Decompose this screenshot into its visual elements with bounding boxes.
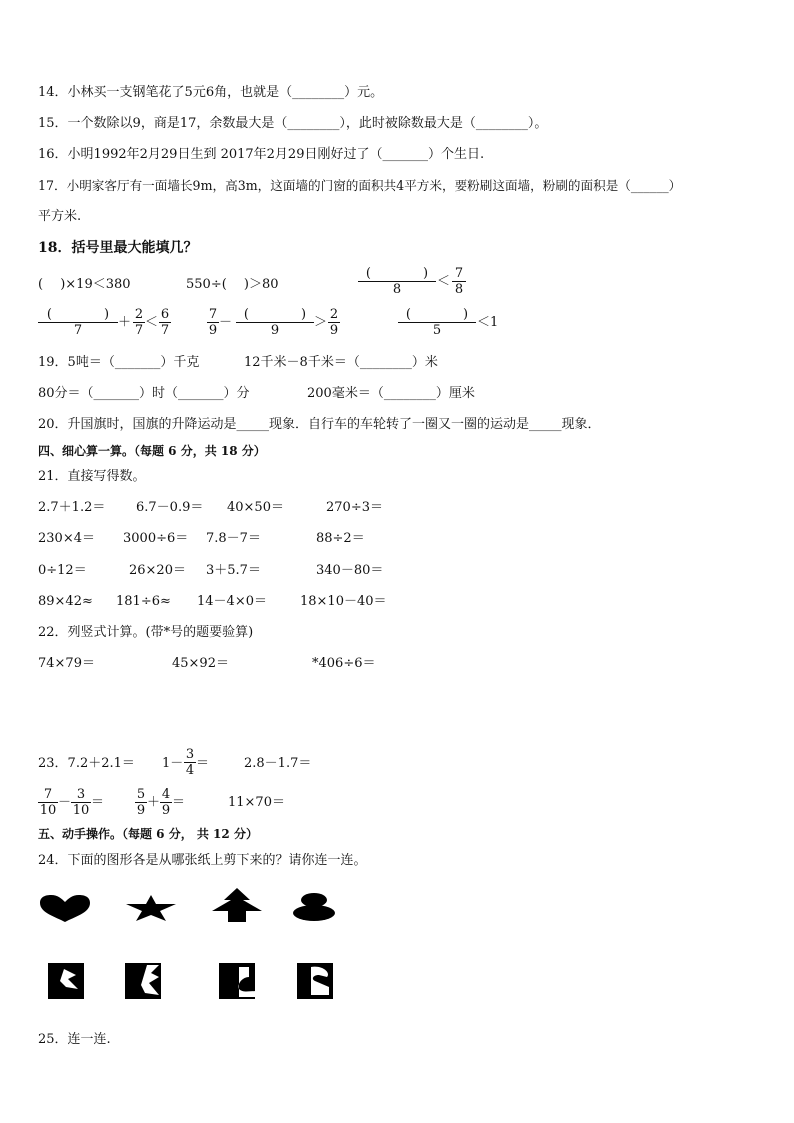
question-25: 25．连一连. bbox=[38, 1032, 111, 1047]
q18-d-plus: ＋ bbox=[118, 315, 132, 330]
q18-f-denominator: 5 bbox=[432, 323, 442, 338]
q18-c-right-denominator: 8 bbox=[454, 282, 464, 297]
q18-e-right-denominator: 9 bbox=[329, 323, 339, 338]
q18-item-d-fraction bbox=[38, 307, 118, 338]
q23-d-denominator-2: 10 bbox=[72, 803, 90, 818]
q23-d-fraction-2 bbox=[71, 787, 91, 818]
section-4-heading: 四、细心算一算。（每题 6 分，共 18 分） bbox=[38, 444, 266, 458]
q18-item-e-fraction bbox=[236, 307, 314, 338]
q18-e-greater: ＞ bbox=[314, 315, 328, 330]
q21-r2-c4: 88÷2＝ bbox=[316, 531, 365, 546]
cutout-square-1 bbox=[48, 963, 84, 999]
q23-d-denominator-1: 10 bbox=[39, 803, 57, 818]
q18-d-denominator: 7 bbox=[73, 323, 83, 338]
q18-d-addend-numerator: 2 bbox=[134, 307, 144, 322]
q18-e-right bbox=[328, 307, 340, 338]
q18-c-operator: ＜ bbox=[437, 274, 451, 289]
cloud-icon bbox=[292, 892, 336, 922]
section-5-heading: 五、动手操作。（每题 6 分， 共 12 分） bbox=[38, 827, 258, 841]
cutout-square-3 bbox=[219, 963, 255, 999]
q21-r1-c3: 40×50＝ bbox=[227, 500, 284, 515]
q23-item-f: 11×70＝ bbox=[228, 795, 285, 810]
q21-r4-c1: 89×42≈ bbox=[38, 594, 93, 609]
q18-e-left-numerator: 7 bbox=[208, 307, 218, 322]
question-21-title: 21．直接写得数。 bbox=[38, 469, 146, 484]
question-20: 20．升国旗时，国旗的升降运动是_____现象．自行车的车轮转了一圈又一圈的运动是_____现象． bbox=[38, 417, 601, 432]
q18-d-right-numerator: 6 bbox=[160, 307, 170, 322]
q18-e-denominator: 9 bbox=[270, 323, 280, 338]
q23-b-fraction bbox=[184, 747, 196, 778]
question-16: 16．小明1992年2月29日生到 2017年2月29日刚好过了（_______）个生日. bbox=[38, 147, 485, 162]
question-22-title: 22．列竖式计算。(带*号的题要验算) bbox=[38, 625, 254, 640]
q21-r3-c3: 3＋5.7＝ bbox=[206, 563, 261, 578]
q21-r1-c4: 270÷3＝ bbox=[326, 500, 383, 515]
q23-d-minus: － bbox=[58, 795, 72, 810]
q21-r3-c4: 340－80＝ bbox=[316, 563, 384, 578]
q21-r1-c2: 6.7－0.9＝ bbox=[136, 500, 204, 515]
q23-e-numerator-2: 4 bbox=[161, 787, 171, 802]
question-24: 24．下面的图形各是从哪张纸上剪下来的？请你连一连。 bbox=[38, 853, 367, 868]
q18-c-denominator: 8 bbox=[392, 282, 402, 297]
q18-e-left-denominator: 9 bbox=[208, 323, 218, 338]
q23-e-numerator-1: 5 bbox=[136, 787, 146, 802]
q23-e-fraction-2 bbox=[160, 787, 172, 818]
q19-item-a: 19．5吨＝（_______）千克 bbox=[38, 355, 200, 370]
q21-r4-c3: 14－4×0＝ bbox=[197, 594, 267, 609]
q22-item-3: *406÷6＝ bbox=[312, 656, 376, 671]
q18-c-right-numerator: 7 bbox=[454, 266, 464, 281]
q21-r3-c2: 26×20＝ bbox=[129, 563, 186, 578]
q23-d-equals: ＝ bbox=[91, 795, 105, 810]
q18-item-f-fraction bbox=[398, 307, 476, 338]
q18-d-numerator: ( ) bbox=[46, 307, 110, 322]
q18-f-less-than-one: ＜1 bbox=[477, 315, 499, 330]
q23-e-denominator-1: 9 bbox=[136, 803, 146, 818]
q23-d-fraction-1 bbox=[38, 787, 58, 818]
q23-e-denominator-2: 9 bbox=[161, 803, 171, 818]
q21-r1-c1: 2.7＋1.2＝ bbox=[38, 500, 106, 515]
question-17-line2: 平方米. bbox=[38, 209, 82, 224]
q18-f-numerator: ( ) bbox=[405, 307, 469, 322]
arrow-up-icon bbox=[210, 887, 264, 923]
q23-b-prefix: 1－ bbox=[162, 756, 184, 771]
q22-item-2: 45×92＝ bbox=[172, 656, 229, 671]
q18-c-numerator: ( ) bbox=[365, 266, 429, 281]
q18-e-right-numerator: 2 bbox=[329, 307, 339, 322]
q18-item-b: 550÷( )＞80 bbox=[186, 277, 279, 292]
q23-d-numerator-1: 7 bbox=[43, 787, 53, 802]
q23-b-numerator: 3 bbox=[185, 747, 195, 762]
q19-item-d: 200毫米＝（________）厘米 bbox=[307, 386, 475, 401]
q18-e-left bbox=[207, 307, 219, 338]
q19-item-c: 80分＝（_______）时（_______）分 bbox=[38, 386, 250, 401]
question-17-line1: 17．小明家客厅有一面墙长9m，高3m，这面墙的门窗的面积共4平方米，要粉刷这面墙，粉刷的面积是（______） bbox=[38, 178, 682, 193]
q18-item-a: ( )×19＜380 bbox=[38, 277, 131, 292]
q23-b-equals: ＝ bbox=[196, 756, 210, 771]
q21-r2-c3: 7.8－7＝ bbox=[206, 531, 261, 546]
q23-d-numerator-2: 3 bbox=[76, 787, 86, 802]
question-15: 15．一个数除以9，商是17，余数最大是（________），此时被除数最大是（________）。 bbox=[38, 116, 548, 131]
question-18-title: 18．括号里最大能填几？ bbox=[38, 240, 198, 256]
q18-item-c-fraction bbox=[358, 266, 436, 297]
q18-e-numerator: ( ) bbox=[243, 307, 307, 322]
q23-e-plus: ＋ bbox=[147, 795, 161, 810]
q23-b-denominator: 4 bbox=[185, 763, 195, 778]
q18-d-right-denominator: 7 bbox=[160, 323, 170, 338]
q18-d-right bbox=[159, 307, 171, 338]
q21-r4-c2: 181÷6≈ bbox=[116, 594, 171, 609]
q23-e-equals: ＝ bbox=[172, 795, 186, 810]
q21-r3-c1: 0÷12＝ bbox=[38, 563, 87, 578]
q18-d-less: ＜ bbox=[145, 315, 159, 330]
q21-r4-c4: 18×10－40＝ bbox=[300, 594, 387, 609]
cutout-square-4 bbox=[297, 963, 333, 999]
q18-d-addend-denominator: 7 bbox=[134, 323, 144, 338]
q19-item-b: 12千米－8千米＝（________）米 bbox=[244, 355, 438, 370]
q18-e-minus: － bbox=[219, 315, 233, 330]
q18-c-right-fraction bbox=[452, 266, 466, 297]
heart-icon bbox=[38, 893, 92, 923]
cutout-square-2 bbox=[125, 963, 161, 999]
q18-d-addend bbox=[133, 307, 145, 338]
q22-item-1: 74×79＝ bbox=[38, 656, 95, 671]
star-icon bbox=[125, 894, 177, 922]
q23-e-fraction-1 bbox=[135, 787, 147, 818]
q21-r2-c1: 230×4＝ bbox=[38, 531, 95, 546]
q23-item-a: 23．7.2＋2.1＝ bbox=[38, 756, 135, 771]
question-14: 14．小林买一支钢笔花了5元6角，也就是（________）元。 bbox=[38, 85, 384, 100]
q21-r2-c2: 3000÷6＝ bbox=[123, 531, 189, 546]
q23-item-c: 2.8－1.7＝ bbox=[244, 756, 312, 771]
